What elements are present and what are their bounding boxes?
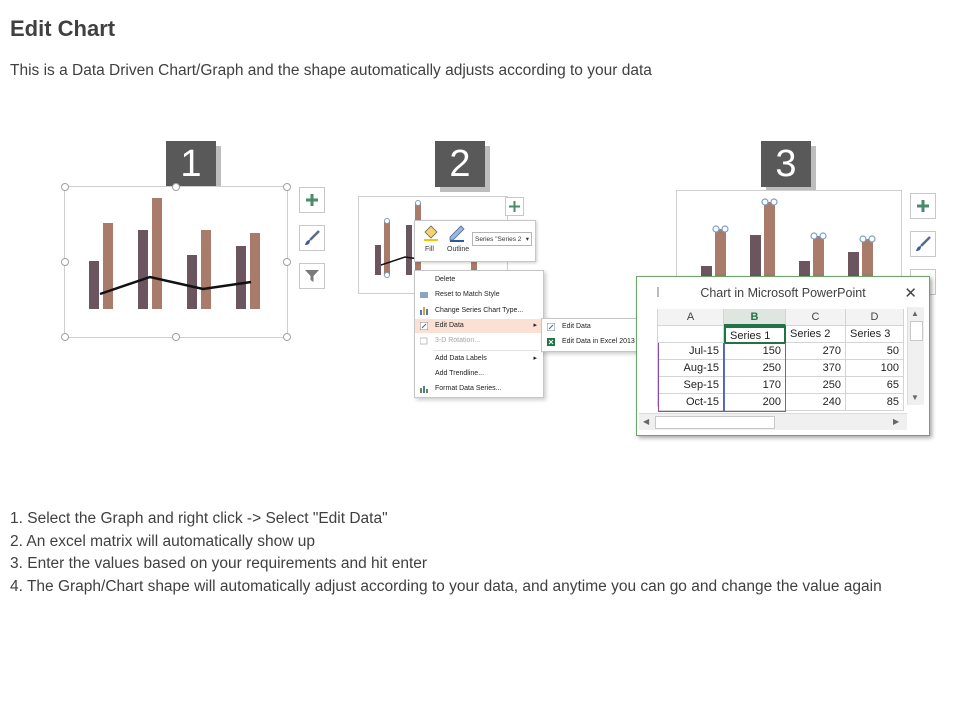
row-label[interactable]: Oct-15 [658,394,724,411]
edit-data-icon [547,323,555,331]
column-header-c[interactable]: C [786,309,846,326]
submenu-item-edit-data[interactable] [542,320,648,334]
add-element-icon [915,198,931,214]
menu-item-reset-style[interactable] [415,288,543,302]
menu-item-format-data-series[interactable] [415,382,543,396]
column-header-b[interactable]: B [724,309,786,326]
mini-toolbar [414,220,536,262]
scrollbar-thumb[interactable] [910,321,923,341]
menu-item-add-data-labels[interactable] [415,352,543,366]
step-badge-3: 3 [761,141,811,187]
series-line [100,277,251,294]
bar [187,255,197,309]
scroll-left-icon[interactable]: ◀ [643,417,650,426]
paint-bucket-icon [421,224,441,242]
instruction-step-3: 3. Enter the values based on your requirements and hit enter [10,555,428,572]
vertical-scrollbar[interactable] [907,307,924,405]
pen-outline-icon [447,224,469,242]
row-label[interactable]: Jul-15 [658,343,724,360]
scroll-right-icon[interactable]: ▶ [893,417,900,426]
scroll-down-icon[interactable]: ▼ [911,393,919,402]
menu-item-add-trendline[interactable] [415,367,543,381]
menu-item-label: Format Data Series... [435,385,502,392]
excel-data-window [636,276,930,436]
menu-item-label: Add Data Labels [435,355,487,362]
instruction-step-2: 2. An excel matrix will automatically show up [10,532,315,550]
menu-divider [433,350,539,351]
excel-title-bar [637,277,929,309]
menu-item-label: Change Series Chart Type... [435,307,524,314]
table-cell[interactable]: 170 [724,377,786,394]
chart-type-icon [420,307,428,315]
menu-item-change-chart-type[interactable] [415,304,543,318]
menu-item-3d-rotation [415,334,543,348]
page-subtitle: This is a Data Driven Chart/Graph and the shape automatically adjusts according to your data [10,62,652,79]
table-cell[interactable] [658,326,724,343]
bar [152,198,162,309]
chart-filter-button[interactable] [299,263,325,289]
column-header-d[interactable]: D [846,309,904,326]
chart-style-button[interactable] [910,231,936,257]
page-title: Edit Chart [10,16,116,41]
edit-data-icon [420,322,428,330]
format-series-icon [420,385,428,393]
column-header-a[interactable]: A [658,309,724,326]
table-cell[interactable]: 50 [846,343,904,360]
chevron-down-icon: ▾ [525,236,529,243]
table-cell[interactable]: 200 [724,394,786,411]
fill-button[interactable] [421,224,443,258]
instruction-step-1: 1. Select the Graph and right click -> Select "Edit Data" [10,510,388,527]
fill-label: Fill [425,246,434,253]
menu-item-label: Edit Data [435,322,464,329]
outline-label: Outline [447,246,470,253]
table-cell[interactable]: Series 2 [786,326,846,343]
instruction-step-4: 4. The Graph/Chart shape will automatically adjust according to your data, and anytime you can go and change the value again [10,577,882,595]
bar [201,230,211,309]
menu-item-label: Delete [435,276,456,283]
chart-style-button[interactable] [299,225,325,251]
add-element-icon [506,198,523,215]
row-label[interactable]: Sep-15 [658,377,724,394]
chevron-right-icon: ▸ [533,322,537,329]
submenu-item-label: Edit Data in Excel 2013 [562,338,635,345]
menu-item-label: Reset to Match Style [435,291,500,298]
table-cell[interactable]: 150 [724,343,786,360]
series-dropdown[interactable] [472,232,532,246]
table-cell[interactable]: 250 [724,360,786,377]
add-element-icon [304,192,320,208]
bar [138,230,148,309]
table-cell[interactable]: 240 [786,394,846,411]
table-cell[interactable]: 250 [786,377,846,394]
filter-icon [304,268,320,284]
close-button[interactable]: ✕ [904,285,917,302]
series-dropdown-value: Series "Series 2 [475,236,522,243]
table-cell[interactable]: 370 [786,360,846,377]
table-cell[interactable]: 65 [846,377,904,394]
edit-data-submenu [541,318,651,352]
table-cell[interactable]: Series 3 [846,326,904,343]
bar [250,233,260,309]
excel-title: Chart in Microsoft PowerPoint [700,286,866,300]
paintbrush-icon [303,229,321,247]
chevron-right-icon: ▸ [533,355,537,362]
horizontal-scrollbar[interactable] [639,413,907,430]
add-element-button[interactable] [910,193,936,219]
rotation-icon [420,337,428,345]
menu-item-label: Add Trendline... [435,370,485,377]
menu-item-edit-data[interactable] [415,319,543,333]
outline-button[interactable] [447,224,475,258]
table-cell[interactable]: 100 [846,360,904,377]
chart-graphic-3 [677,191,901,277]
instructions-list [10,508,950,598]
step-badge-2: 2 [435,141,485,187]
spreadsheet-grid [657,309,910,407]
paintbrush-icon [914,235,932,253]
context-menu [414,270,544,398]
step-badge-1: 1 [166,141,216,187]
menu-item-delete[interactable] [415,273,543,287]
add-element-button[interactable] [299,187,325,213]
bar [236,246,246,309]
bar [89,261,99,309]
row-label[interactable]: Aug-15 [658,360,724,377]
add-element-button[interactable] [505,197,524,216]
bar [103,223,113,309]
table-cell-selected[interactable]: Series 1 [724,326,786,344]
excel-icon [547,338,555,346]
scrollbar-thumb[interactable] [655,416,775,429]
chart-panel-1[interactable] [64,186,288,338]
submenu-item-edit-in-excel[interactable] [542,335,648,349]
submenu-item-label: Edit Data [562,323,591,330]
table-cell[interactable]: 85 [846,394,904,411]
reset-style-icon [420,291,428,299]
chart-graphic-1 [65,187,287,337]
table-cell[interactable]: 270 [786,343,846,360]
scroll-up-icon[interactable]: ▲ [911,309,919,318]
menu-item-label: 3-D Rotation... [435,337,481,344]
